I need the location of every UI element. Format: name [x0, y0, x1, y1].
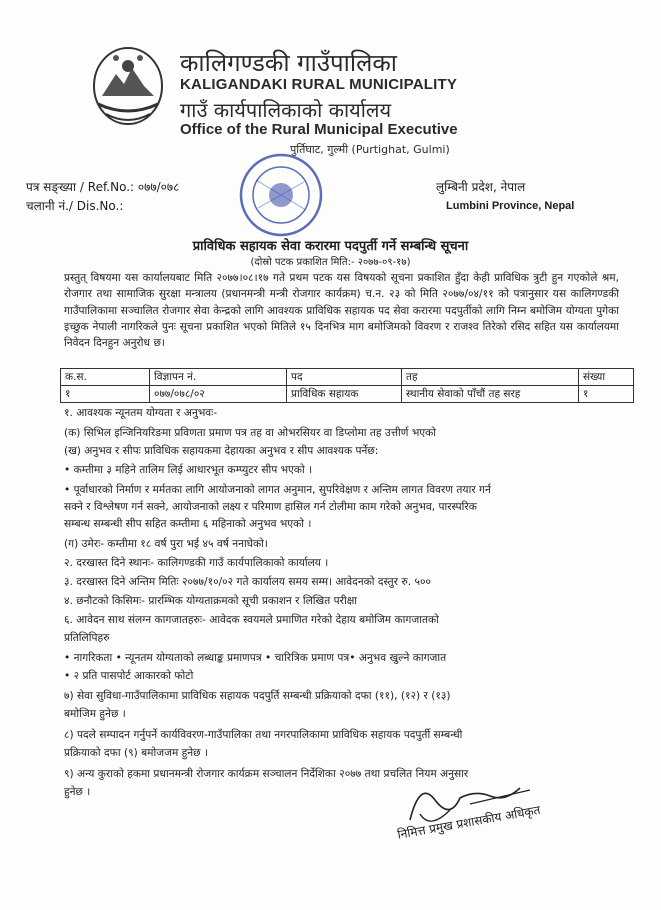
requirement-line: • कम्तीमा ३ महिने तालिम लिई आधारभूत कम्प्युटर सीप भएको ।	[64, 464, 313, 476]
requirement-line: २. दरखास्त दिने स्थानः- कालिगण्डकी गाउँ कार्यपालिकाको कार्यालय ।	[64, 557, 329, 569]
requirement-line: हुनेछ ।	[64, 786, 91, 798]
requirement-line: सक्ने र विश्लेषण गर्न सक्ने, आयोजनाको लक्ष्य र परिमाण हासिल गर्न टोलीमा काम गरेको अनुभव, पारस्परिक	[64, 501, 477, 513]
municipality-name-en: KALIGANDAKI RURAL MUNICIPALITY	[180, 76, 458, 93]
table-row	[61, 386, 634, 403]
office-stamp-icon	[236, 150, 326, 240]
requirement-line: प्रतिलिपिहरु	[64, 632, 110, 644]
ref-label: पत्र सङ्ख्या / Ref.No.:	[26, 180, 135, 194]
table-header-cell: क.स.	[61, 369, 150, 386]
province-en: Lumbini Province, Nepal	[446, 200, 575, 212]
requirement-line: प्रक्रियाको दफा (९) बमोजजम हुनेछ ।	[64, 747, 208, 759]
nepal-emblem-icon	[88, 44, 168, 130]
table-header-cell: संख्या	[579, 369, 634, 386]
requirement-line: (ख) अनुभव र सीपः प्राविधिक सहायकमा देहायका अनुभव र सीप आवश्यक पर्नेछ:	[64, 445, 379, 457]
table-cell: १	[579, 386, 634, 403]
requirement-line: ७) सेवा सुविधा-गाउँपालिकामा प्राविधिक सहायक पदपुर्ति सम्बन्धी प्रक्रियाको दफा (११), (१२) र (१३)	[64, 690, 451, 702]
table-header-row	[61, 369, 634, 386]
requirement-line: • २ प्रति पासपोर्ट आकारको फोटो	[64, 670, 194, 682]
requirement-line: ८) पदले सम्पादन गर्नुपर्ने कार्यविवरण-गाउँपालिका तथा नगरपालिकामा प्राविधिक सहायक पदपुर्ती सम्बन्धी	[64, 729, 463, 741]
municipality-name-np: कालिगण्डकी गाउँपालिका	[180, 49, 398, 77]
table-header-cell: तह	[402, 369, 579, 386]
requirement-line: ९) अन्य कुराको हकमा प्रधानमन्त्री रोजगार कार्यक्रम सञ्चालन निर्देशिका २०७७ तथा प्रचलित नियम अनुसार	[64, 768, 469, 780]
vacancy-table	[60, 368, 634, 403]
office-address: पुर्तिघाट, गुल्मी (Purtighat, Gulmi)	[290, 143, 450, 156]
table-header-cell: पद	[287, 369, 402, 386]
office-name-en: Office of the Rural Municipal Executive	[180, 121, 458, 138]
province-np: लुम्बिनी प्रदेश, नेपाल	[436, 180, 526, 194]
table-cell: प्राविधिक सहायक	[287, 386, 402, 403]
office-name-np: गाउँ कार्यपालिकाको कार्यालय	[180, 98, 392, 122]
requirement-line: सम्बन्ध सम्बन्धी सीप सहित कम्तीमा ६ महिनाको अनुभव भएको ।	[64, 518, 312, 530]
dis-label: चलानी नं./ Dis.No.:	[26, 199, 124, 213]
requirement-line: ३. दरखास्त दिने अन्तिम मितिः २०७७/१०/०२ गते कार्यालय समय सम्म। आवेदनको दस्तुर रु. ५००	[64, 576, 431, 588]
table-cell: १	[61, 386, 150, 403]
requirement-heading: १. आवश्यक न्यूनतम योग्यता र अनुभवः-	[64, 407, 218, 419]
signatory-title: निमित्त प्रमुख प्रशासकीय अधिकृत	[396, 802, 542, 842]
table-cell: स्थानीय सेवाको पाँचौं तह सरह	[402, 386, 579, 403]
ref-number-row	[26, 178, 179, 195]
requirement-line: बमोजिम हुनेछ ।	[64, 708, 126, 720]
notice-intro: प्रस्तुत् विषयमा यस कार्यालयबाट मिति २०७७।०८।१७ गते प्रथम पटक यस विषयको सूचना प्रकाशित हुँदा केही प्राविधिक त्रुटी हुन गएकोले श्रम, रोजगार तथा सामाजिक सुरक्षा मन्त्रालय (प्रधानमन्त्री मन्त्री रोजगार कार्यक्रम) च.न. २३ को मिति २०७७/०४/११ को पत्रानुसार यस कालिगण्डकी गाउँपालिकामा सञ्चालित रोजगार सेवा केन्द्रको लागि आवश्यक प्राविधिक सहायक पद सेवा करारमा पदपुर्तीको लागि निम्न बमोजिम योग्यता पुगेका इच्छुक नेपाली नागरिकले पुनः सूचना प्रकाशित भएको मितिले १५ दिनभित्र माग बमोजिमको विवरण र राजश्व तिरेको रसिद सहित यस कार्यालयमा निवेदन दिनहुन अनुरोध छ।	[64, 272, 619, 350]
requirement-line: • नागरिकता • न्यूनतम योग्यताको लब्धाङ्क प्रमाणपत्र • चारित्रिक प्रमाण पत्र• अनुभव खुल्ने कागजात	[64, 652, 447, 664]
table-header-cell: विज्ञापन नं.	[150, 369, 287, 386]
requirement-line: ४. छनौटको किसिमः- प्रारम्भिक योग्यताक्रमको सूची प्रकाशन र लिखित परीक्षा	[64, 595, 358, 607]
requirement-line: • पूर्वाधारको निर्माण र मर्मतका लागि आयोजनाको लागत अनुमान, सुपरिवेक्षण र अन्तिम लागत विवरण तयार गर्न	[64, 484, 491, 496]
requirement-line: ६. आवेदन साथ संलग्न कागजातहरुः- आवेदक स्वयमले प्रमाणित गरेको देहाय बमोजिम कागजातको	[64, 614, 439, 626]
ref-value: ०७७/०७८	[137, 180, 180, 194]
requirement-line: (क) सिभिल इन्जिनियरिङमा प्रविणता प्रमाण पत्र तह वा ओभरसियर वा डिप्लोमा तह उत्तीर्ण भएको	[64, 427, 437, 439]
requirement-line: (ग) उमेरः- कम्तीमा १८ वर्ष पुरा भई ४५ वर्ष ननाघेको।	[64, 538, 268, 550]
notice-title: प्राविधिक सहायक सेवा करारमा पदपुर्ती गर्ने सम्बन्धि सूचना	[192, 239, 469, 254]
notice-subtitle: (दोस्रो पटक प्रकाशित मिति:- २०७७-०९-१७)	[250, 257, 411, 268]
table-cell: ०७७/०७८/०२	[150, 386, 287, 403]
